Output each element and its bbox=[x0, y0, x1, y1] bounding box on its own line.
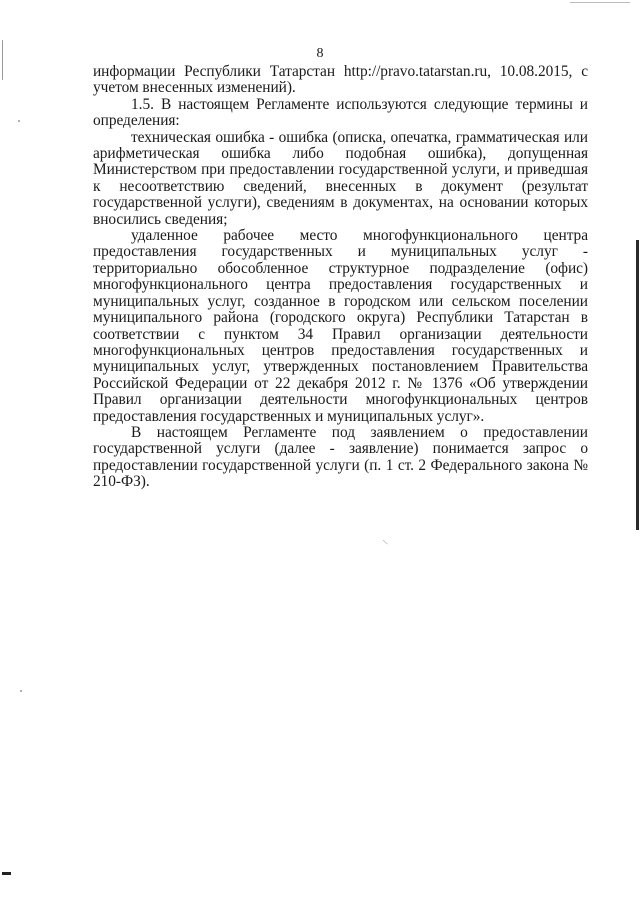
scan-dot bbox=[18, 120, 20, 122]
page-number: 8 bbox=[316, 46, 324, 61]
scan-left-edge-mark bbox=[2, 872, 11, 875]
paragraph-continuation: информации Республики Татарстан http://pravo.tatarstan.ru, 10.08.2015, с учетом внесенных изменений). bbox=[93, 63, 588, 97]
scan-edge-line bbox=[570, 2, 630, 3]
document-body bbox=[93, 64, 588, 491]
scan-speck: \ bbox=[381, 537, 389, 547]
paragraph-technical-error: техническая ошибка - ошибка (описка, опечатка, грамматическая или арифметическая ошибка либо подобная ошибка), допущенная Министерством при предоставлении государственной услуги, и приведшая к несоответствию сведений, внесенных в документ (результат государственной услуги), сведениям в документах, на основании которых вносились сведения; bbox=[93, 128, 588, 228]
scan-edge-line bbox=[2, 40, 3, 80]
paragraph-application-definition: В настоящем Регламенте под заявлением о предоставлении государственной услуги (далее - заявление) понимается запрос о предоставлении государственной услуги (п. 1 ст. 2 Федерального закона № 210-ФЗ). bbox=[93, 423, 588, 491]
paragraph-terms-intro: 1.5. В настоящем Регламенте используются следующие термины и определения: bbox=[93, 95, 588, 130]
scan-right-edge-shadow bbox=[636, 240, 639, 530]
scan-dot bbox=[20, 690, 22, 692]
paragraph-remote-workplace: удаленное рабочее место многофункционального центра предоставления государственных и муниципальных услуг - территориально обособленное структурное подразделение (офис) многофункционального центра предоставления государственных и муниципальных услуг, созданное в городском или сельском поселении муниципального района (городского округа) Республики Татарстан в соответствии с пунктом 34 Правил организации деятельности многофункциональных центров предоставления государственных и муниципальных услуг, утвержденных постановлением Правительства Российской Федерации от 22 декабря 2012 г. № 1376 «Об утверждении Правил организации деятельности многофункциональных центров предоставления государственных и муниципальных услуг». bbox=[93, 227, 588, 425]
